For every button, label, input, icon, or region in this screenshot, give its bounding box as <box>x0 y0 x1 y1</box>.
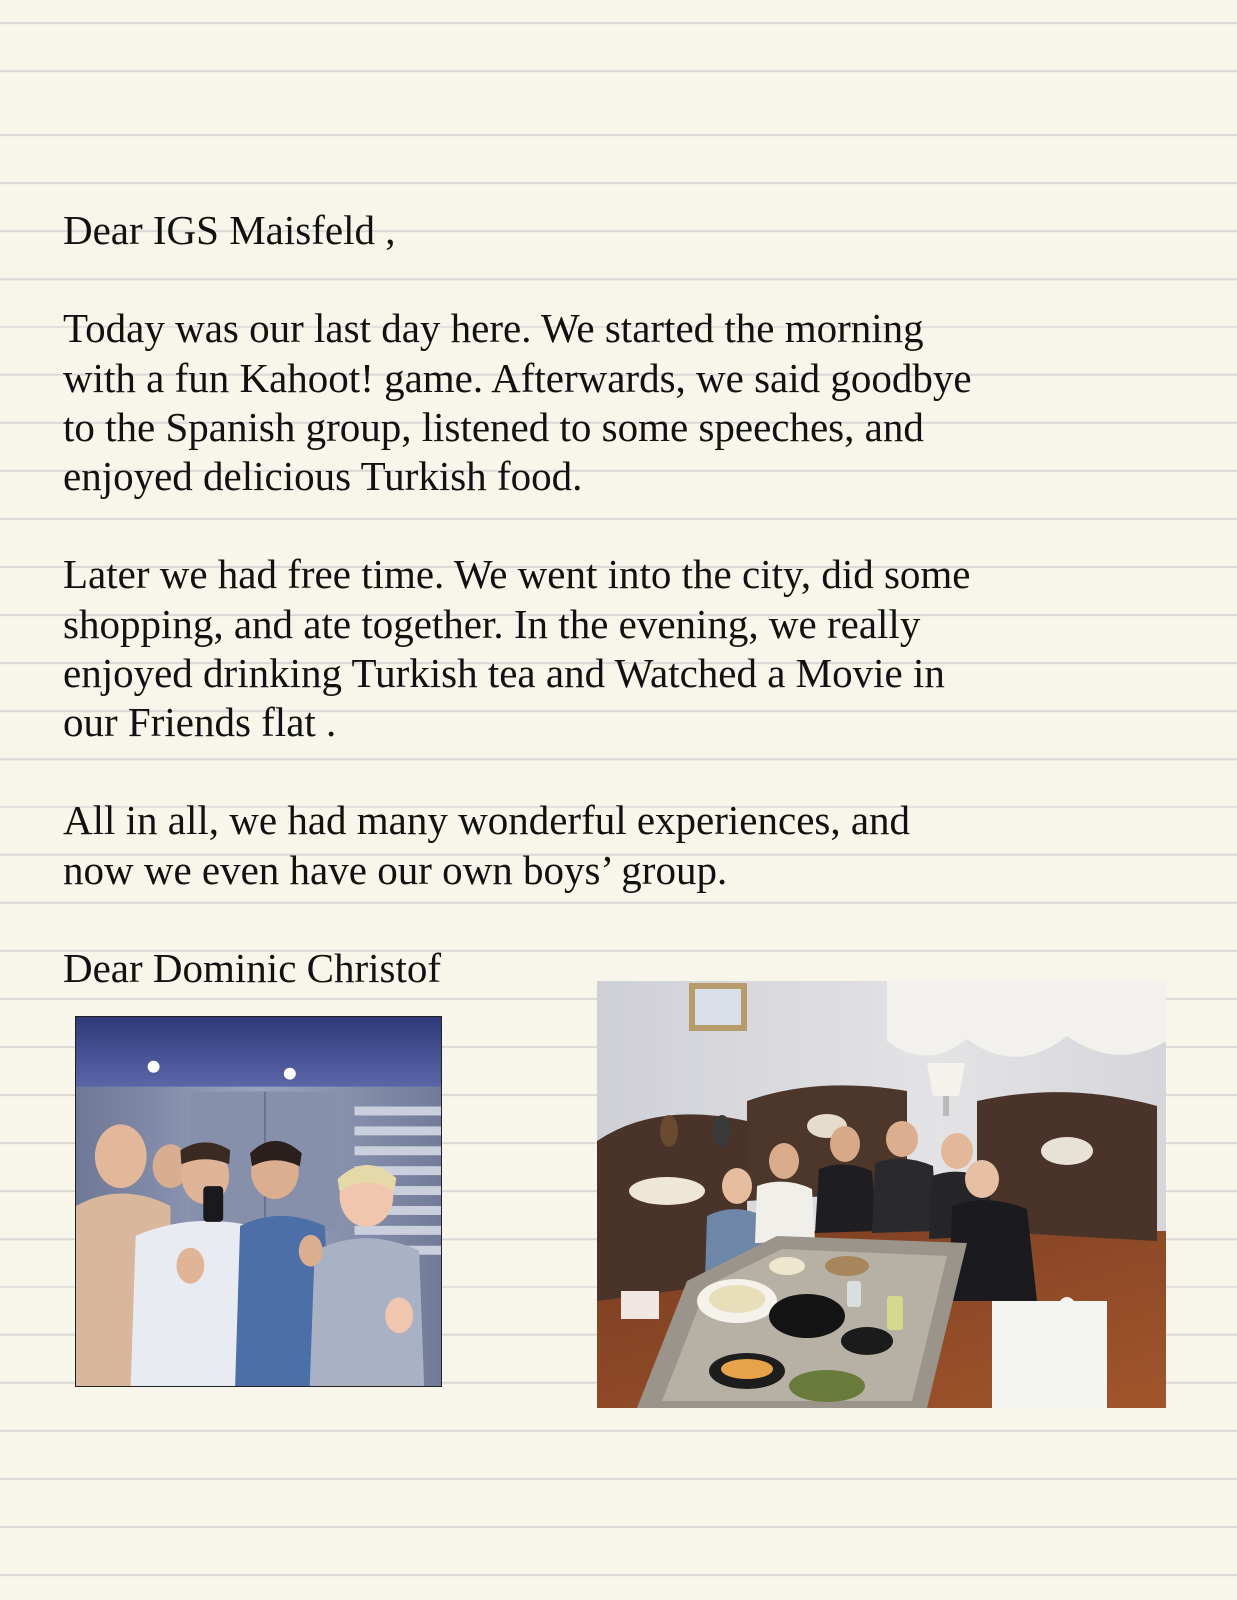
elevator-selfie-photo <box>75 1016 442 1387</box>
elevator-selfie-image <box>76 1017 441 1386</box>
letter-paragraph-1: Today was our last day here. We started the morning with a fun Kahoot! game. Afterwards, we said goodbye to the Spanish group, listened to some speeches, and enjoyed delicious Turkish food. <box>63 305 972 499</box>
living-room-group-image <box>597 981 1166 1408</box>
letter-body <box>63 206 983 993</box>
letter-signature: Dear Dominic Christof <box>63 944 442 991</box>
letter-paragraph-3: All in all, we had many wonderful experiences, and now we even have our own boys’ group. <box>63 797 911 893</box>
letter-greeting: Dear IGS Maisfeld , <box>63 207 396 253</box>
letter-paragraph-2: Later we had free time. We went into the city, did some shopping, and ate together. In the evening, we really enjoyed drinking Turkish tea and Watched a Movie in our Friends flat . <box>63 551 971 745</box>
living-room-group-photo <box>597 981 1166 1408</box>
